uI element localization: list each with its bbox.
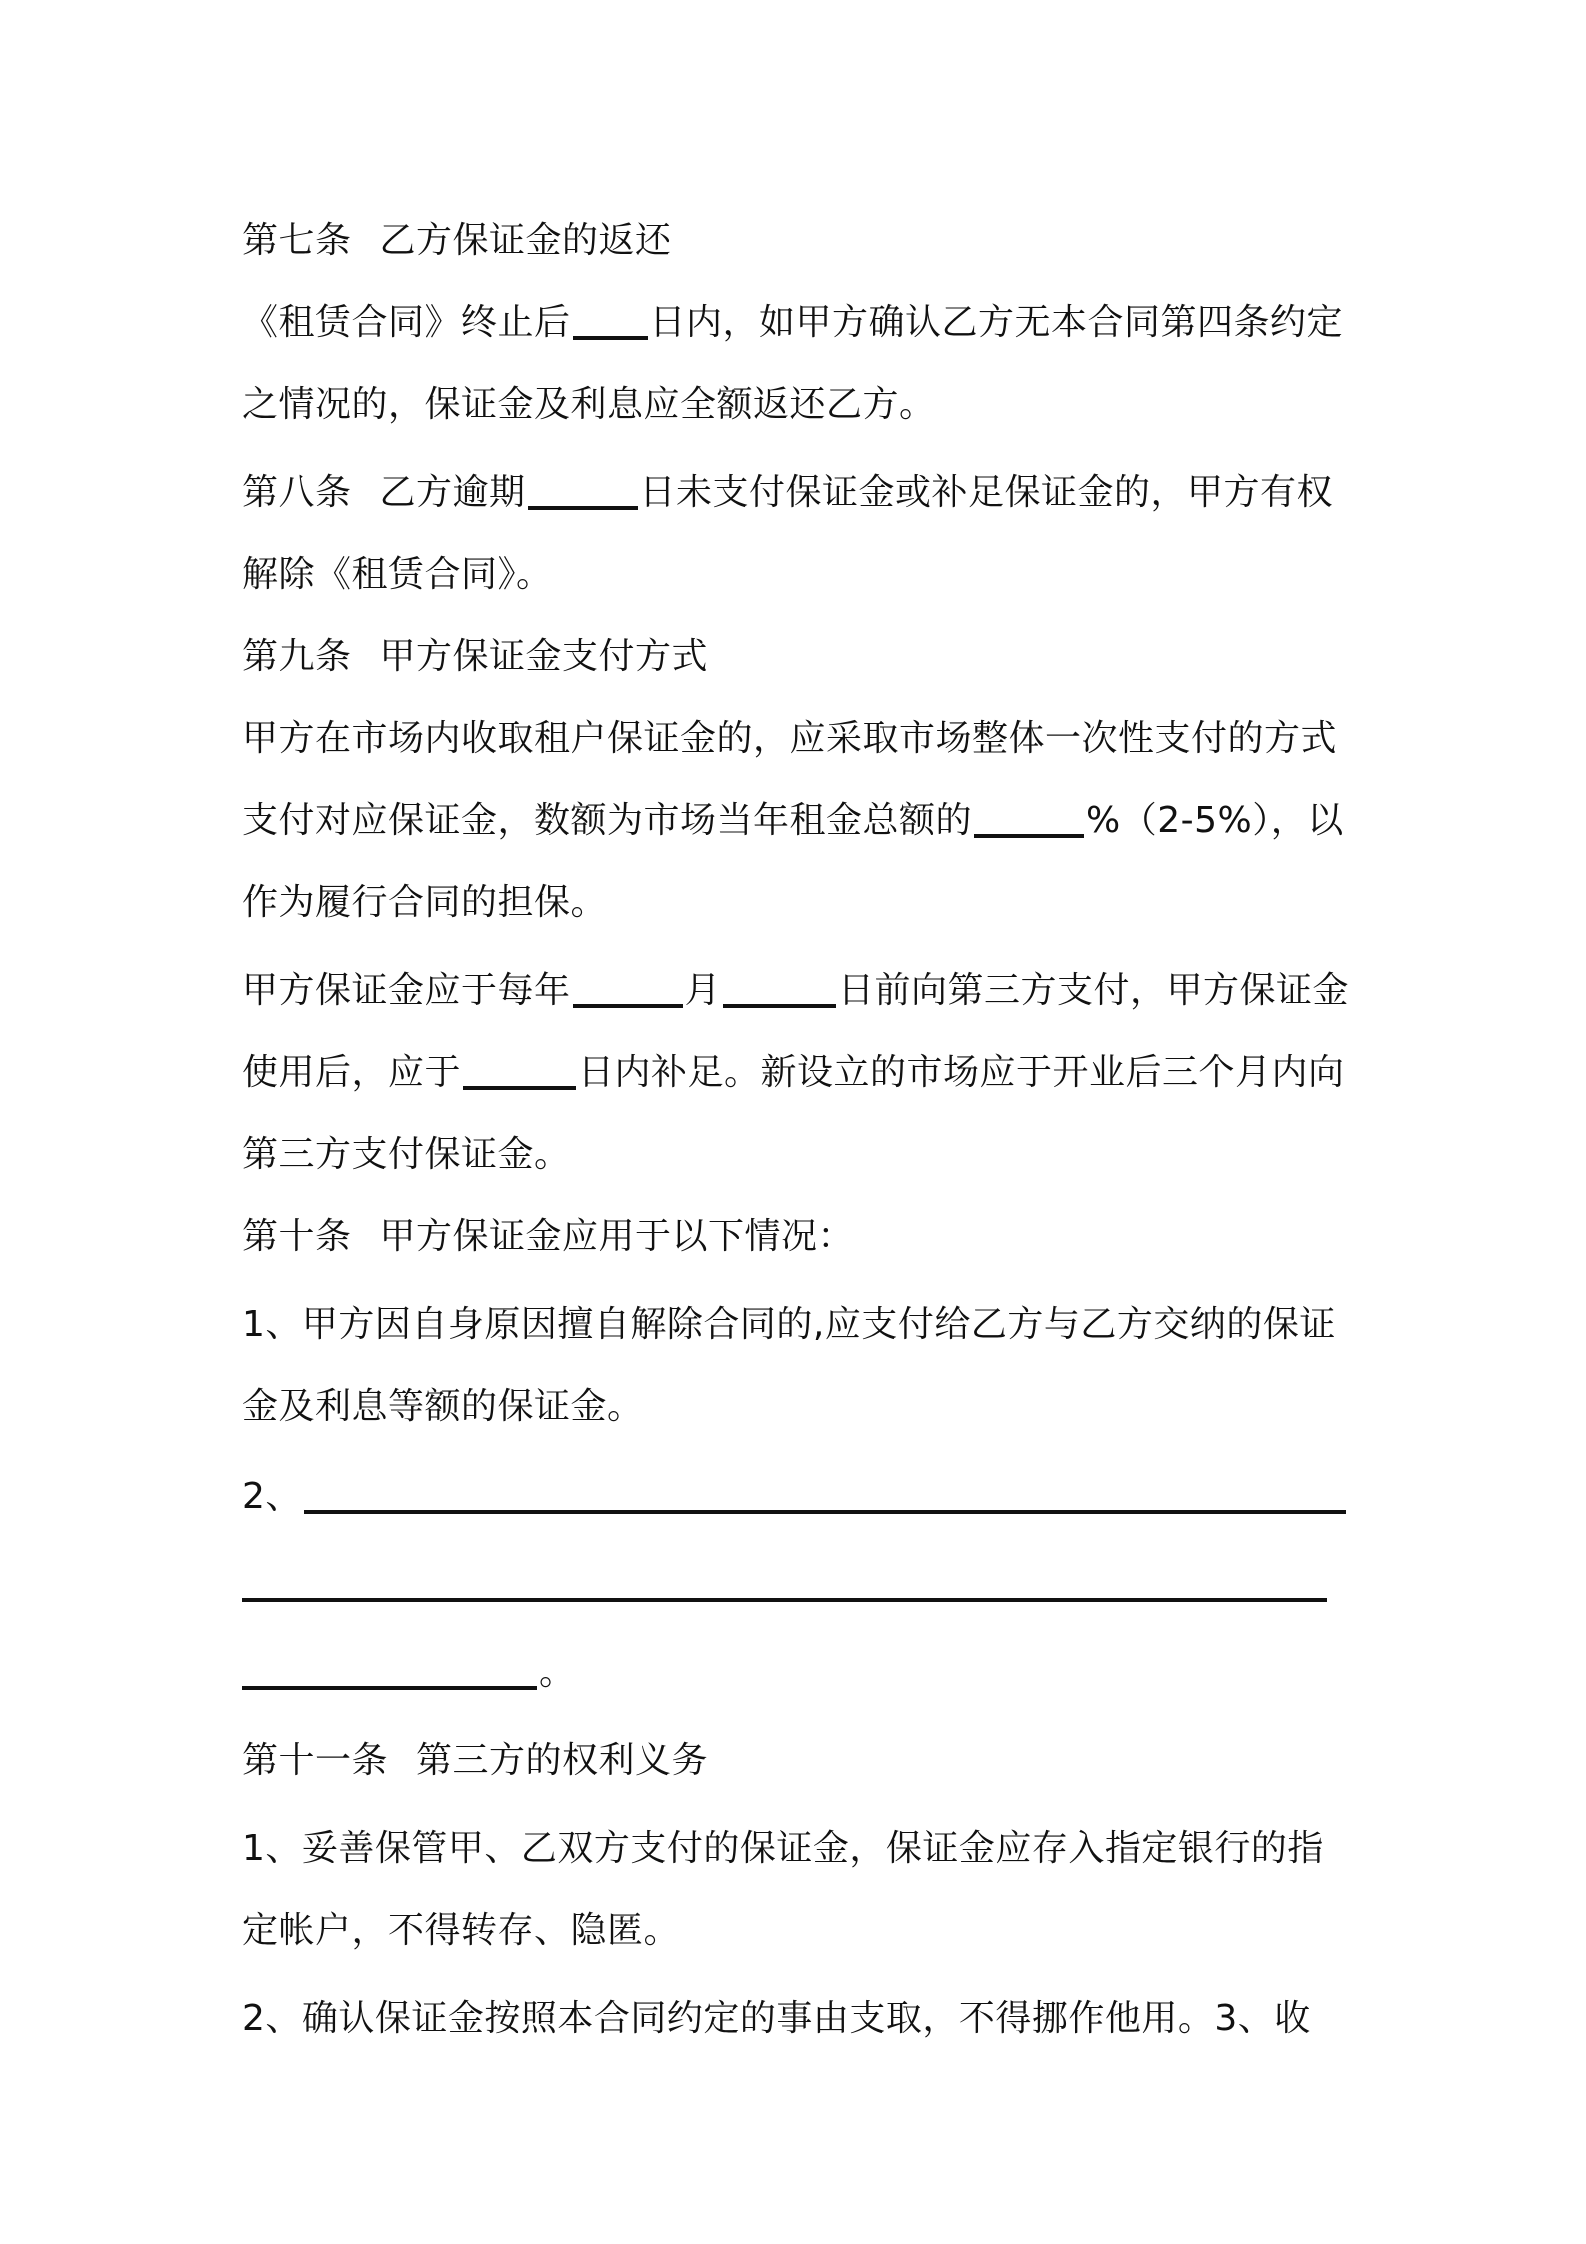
text-segment: 1、甲方因自身原因擅自解除合同的,应支付给乙方与乙方交纳的保证 xyxy=(242,1304,1336,1345)
blank-replenish-days-field xyxy=(463,1052,576,1090)
text-segment: 日未支付保证金或补足保证金的，甲方有权 xyxy=(639,472,1334,513)
article-7-line-2 xyxy=(242,364,1362,446)
article-9-line-1 xyxy=(242,698,1362,780)
article-10-item-2-line-3 xyxy=(242,1632,1362,1714)
text-segment: 第三方支付保证金。 xyxy=(242,1134,571,1175)
text-segment: 乙方逾期 xyxy=(379,472,526,513)
article-9-heading xyxy=(242,616,1362,698)
article-10-item-2-line-1 xyxy=(242,1456,1362,1538)
text-segment: %（2-5%），以 xyxy=(1086,800,1344,841)
blank-overdue-days-field xyxy=(528,472,638,510)
article-7-heading xyxy=(242,200,1362,282)
article-9-number: 第九条 xyxy=(242,636,352,677)
text-segment: 甲方在市场内收取租户保证金的，应采取市场整体一次性支付的方式 xyxy=(242,718,1338,759)
article-10-item-1-line-2 xyxy=(242,1366,1362,1448)
blank-item-2-line-3 xyxy=(242,1652,537,1690)
text-segment: 。 xyxy=(539,1652,576,1693)
article-9-line-4 xyxy=(242,950,1362,1032)
article-9-line-3 xyxy=(242,862,1362,944)
article-9-line-2 xyxy=(242,780,1362,862)
blank-percentage-field xyxy=(974,800,1084,838)
article-9-title: 甲方保证金支付方式 xyxy=(379,636,709,677)
text-segment: 支付对应保证金，数额为市场当年租金总额的 xyxy=(242,800,973,841)
text-segment: 日内，如甲方确认乙方无本合同第四条约定 xyxy=(649,302,1344,343)
article-10-title: 甲方保证金应用于以下情况： xyxy=(379,1216,855,1257)
text-segment: 之情况的，保证金及利息应全额返还乙方。 xyxy=(242,384,936,425)
item-number: 2、 xyxy=(242,1476,302,1517)
text-segment: 金及利息等额的保证金。 xyxy=(242,1386,644,1427)
text-segment: 1、妥善保管甲、乙双方支付的保证金，保证金应存入指定银行的指 xyxy=(242,1828,1324,1869)
article-7-number: 第七条 xyxy=(242,220,352,261)
text-segment: 《租赁合同》终止后 xyxy=(242,302,571,343)
article-8-line-2 xyxy=(242,534,1362,616)
article-11-heading xyxy=(242,1720,1362,1802)
blank-item-2-line-2 xyxy=(242,1564,1327,1602)
article-10-item-2-line-2 xyxy=(242,1544,1362,1626)
article-11-title: 第三方的权利义务 xyxy=(416,1740,709,1781)
article-7-line-1 xyxy=(242,282,1362,364)
blank-month-field xyxy=(573,970,683,1008)
blank-days-field xyxy=(573,302,648,340)
text-segment: 使用后，应于 xyxy=(242,1052,462,1093)
text-segment: 月 xyxy=(684,970,722,1011)
article-7-title: 乙方保证金的返还 xyxy=(379,220,672,261)
article-8-line-1 xyxy=(242,452,1362,534)
blank-item-2-line-1 xyxy=(304,1476,1346,1514)
article-11-item-1-line-1 xyxy=(242,1808,1362,1890)
text-segment: 定帐户，不得转存、隐匿。 xyxy=(242,1910,681,1951)
blank-day-field xyxy=(723,970,836,1008)
article-10-heading xyxy=(242,1196,1362,1278)
article-10-number: 第十条 xyxy=(242,1216,352,1257)
text-segment: 日前向第三方支付，甲方保证金 xyxy=(838,970,1350,1011)
article-10-item-1-line-1 xyxy=(242,1284,1362,1366)
text-segment: 甲方保证金应于每年 xyxy=(242,970,571,1011)
article-9-line-6 xyxy=(242,1114,1362,1196)
article-9-line-5 xyxy=(242,1032,1362,1114)
article-11-item-2-line-1 xyxy=(242,1978,1362,2060)
document-body xyxy=(242,200,1362,2060)
article-11-item-1-line-2 xyxy=(242,1890,1362,1972)
text-segment: 日内补足。新设立的市场应于开业后三个月内向 xyxy=(578,1052,1345,1093)
article-8-number: 第八条 xyxy=(242,472,352,513)
article-11-number: 第十一条 xyxy=(242,1740,389,1781)
text-segment: 作为履行合同的担保。 xyxy=(242,882,608,923)
text-segment: 解除《租赁合同》。 xyxy=(242,554,553,595)
text-segment: 2、确认保证金按照本合同约定的事由支取，不得挪作他用。3、收 xyxy=(242,1998,1311,2039)
